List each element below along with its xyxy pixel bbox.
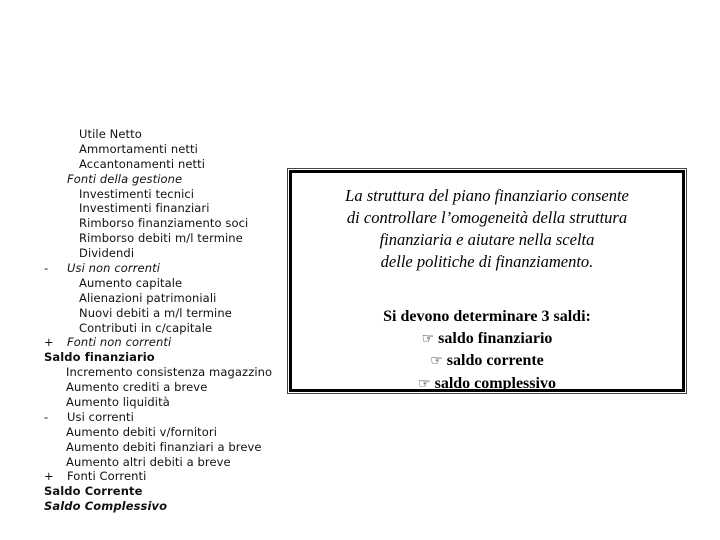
- saldi-section: [292, 306, 682, 395]
- paragraph-line: di controllare l’omogeneità della struttura: [346, 208, 628, 227]
- scheme-row-label: Nuovi debiti a m/l termine: [79, 305, 232, 320]
- scheme-row-label: Usi correnti: [67, 409, 134, 424]
- funding-scheme-list: [44, 127, 284, 517]
- scheme-row: [44, 261, 284, 276]
- scheme-row: [44, 201, 284, 216]
- scheme-row: [44, 142, 284, 157]
- scheme-row: [44, 127, 284, 142]
- sign-marker: -: [44, 261, 49, 276]
- scheme-row: [44, 321, 284, 336]
- scheme-row-label: Investimenti finanziari: [79, 201, 210, 216]
- scheme-row-label: Saldo Corrente: [44, 484, 143, 499]
- scheme-row-label: Rimborso debiti m/l termine: [79, 231, 243, 246]
- description-paragraph: [292, 185, 682, 273]
- scheme-row-label: Aumento altri debiti a breve: [66, 454, 231, 469]
- scheme-row: [44, 276, 284, 291]
- scheme-row: [44, 440, 284, 455]
- scheme-row-label: Ammortamenti netti: [79, 141, 198, 156]
- pointing-hand-icon: ☞: [421, 330, 435, 347]
- paragraph-line: delle politiche di finanziamento.: [380, 252, 594, 271]
- scheme-row: [44, 350, 284, 365]
- saldi-intro: Si devono determinare 3 saldi:: [383, 308, 591, 325]
- scheme-row-label: Rimborso finanziamento soci: [79, 216, 249, 231]
- scheme-row: [44, 425, 284, 440]
- saldo-label: saldo corrente: [446, 352, 544, 369]
- scheme-row-label: Contributi in c/capitale: [79, 320, 213, 335]
- pointing-hand-icon: ☞: [418, 375, 431, 392]
- scheme-row-label: Incremento consistenza magazzino: [66, 365, 273, 380]
- scheme-row: [44, 157, 284, 172]
- scheme-row: [44, 291, 284, 306]
- scheme-row: [44, 335, 284, 350]
- scheme-row-label: Fonti non correnti: [67, 335, 172, 350]
- scheme-row: [44, 187, 284, 202]
- paragraph-line: finanziaria e aiutare nella scelta: [379, 230, 595, 249]
- saldo-label: saldo finanziario: [438, 329, 553, 347]
- saldo-item: [292, 328, 682, 351]
- scheme-row-label: Accantonamenti netti: [79, 156, 206, 171]
- saldo-item: [292, 350, 682, 373]
- scheme-row-label: Aumento liquidità: [66, 395, 170, 410]
- scheme-row: [44, 306, 284, 321]
- scheme-row-label: Saldo Complessivo: [44, 499, 168, 514]
- scheme-row: [44, 395, 284, 410]
- sign-marker: +: [44, 335, 54, 350]
- scheme-row-label: Usi non correnti: [67, 261, 161, 276]
- scheme-row-label: Fonti Correnti: [67, 469, 147, 484]
- scheme-row: [44, 231, 284, 246]
- scheme-row: [44, 172, 284, 187]
- scheme-row-label: Aumento crediti a breve: [66, 380, 208, 395]
- scheme-row: [44, 365, 284, 380]
- scheme-row: [44, 216, 284, 231]
- scheme-row-label: Investimenti tecnici: [79, 186, 195, 201]
- scheme-row-label: Aumento capitale: [79, 275, 183, 290]
- scheme-row: [44, 469, 284, 484]
- scheme-row-label: Alienazioni patrimoniali: [79, 290, 217, 305]
- pointing-hand-icon: ☞: [430, 353, 443, 369]
- scheme-row-label: Fonti della gestione: [67, 171, 183, 186]
- sign-marker: -: [44, 409, 49, 424]
- scheme-row: [44, 499, 284, 514]
- saldo-label: saldo complessivo: [434, 374, 556, 392]
- scheme-row: [44, 484, 284, 499]
- scheme-row: [44, 455, 284, 470]
- scheme-row: [44, 246, 284, 261]
- scheme-row-label: Aumento debiti finanziari a breve: [66, 439, 262, 454]
- scheme-row-label: Dividendi: [79, 246, 135, 261]
- paragraph-line: La struttura del piano finanziario consente: [345, 186, 629, 205]
- scheme-row-label: Aumento debiti v/fornitori: [66, 424, 217, 439]
- saldo-item: [292, 373, 682, 396]
- scheme-row-label: Utile Netto: [79, 127, 142, 141]
- info-box: [289, 170, 685, 392]
- sign-marker: +: [44, 469, 54, 484]
- scheme-row: [44, 380, 284, 395]
- scheme-row: [44, 410, 284, 425]
- scheme-row-label: Saldo finanziario: [44, 350, 155, 365]
